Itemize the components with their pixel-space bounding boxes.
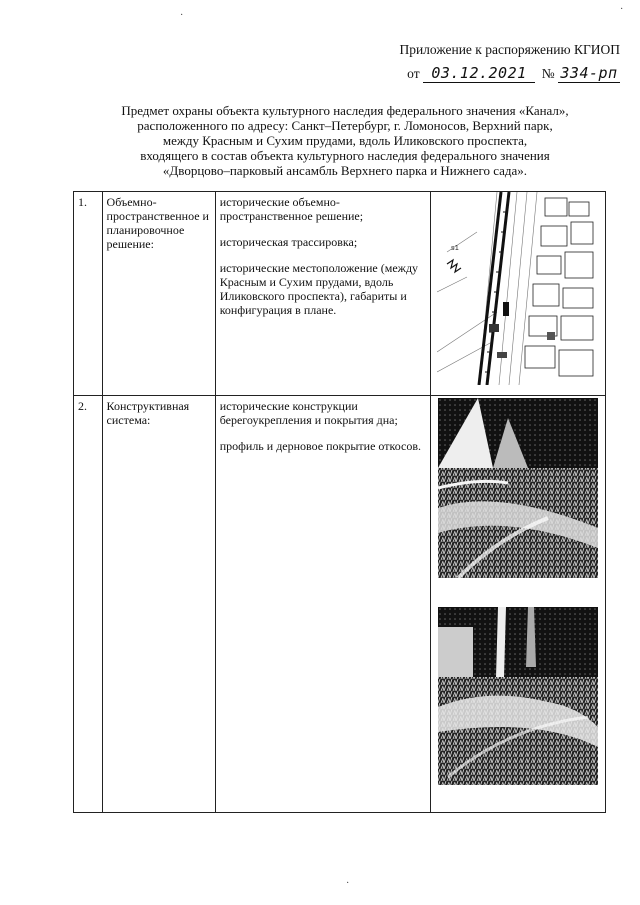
svg-text:s1: s1 [451, 244, 460, 252]
handwritten-date: 03.12.2021 [423, 64, 535, 83]
table-row [74, 192, 606, 396]
scan-speck: · [180, 10, 184, 21]
number-prefix: № [541, 66, 555, 81]
row-items [215, 396, 431, 813]
handwritten-number: 334-рп [558, 64, 620, 83]
title-line: расположенного по адресу: Санкт–Петербург, г. Ломоносов, Верхний парк, [137, 118, 553, 133]
protection-subject-table [73, 191, 606, 813]
scan-speck: · [620, 4, 624, 15]
row-category: Объемно-пространственное и планировочное решение: [102, 192, 215, 396]
title-line: Предмет охраны объекта культурного наследия федерального значения «Канал», [121, 103, 569, 118]
order-date-number-line [407, 64, 620, 83]
document-title [70, 103, 620, 178]
row-category: Конструктивная система: [102, 396, 215, 813]
row-number: 2. [74, 396, 103, 813]
appendix-text: Приложение к распоряжению КГИОП [399, 42, 620, 57]
scan-speck: · [346, 878, 350, 889]
from-prefix: от [407, 66, 420, 81]
canal-photo-2 [438, 607, 598, 785]
site-plan-map-image [431, 192, 606, 396]
canal-photos-cell [431, 396, 606, 813]
title-line: «Дворцово–парковый ансамбль Верхнего парка и Нижнего сада». [162, 163, 528, 178]
row-items [215, 192, 431, 396]
list-item: историческая трассировка; [219, 235, 358, 249]
row-number: 1. [74, 192, 103, 396]
list-item: исторические местоположение (между Красным и Сухим прудами, вдоль Иликовского проспекта), габариты и конфигурация в плане. [219, 261, 419, 317]
site-plan-map [437, 192, 599, 385]
title-line: входящего в состав объекта культурного наследия федерального значения [140, 148, 550, 163]
appendix-line [399, 42, 620, 58]
list-item: исторические конструкции берегоукрепления и покрытия дна; [219, 399, 398, 427]
table-row [74, 396, 606, 813]
list-item: профиль и дерновое покрытие откосов. [219, 439, 422, 453]
canal-photo-1 [438, 398, 598, 578]
list-item: исторические объемно-пространственное решение; [219, 195, 364, 223]
title-line: между Красным и Сухим прудами, вдоль Иликовского проспекта, [162, 133, 528, 148]
